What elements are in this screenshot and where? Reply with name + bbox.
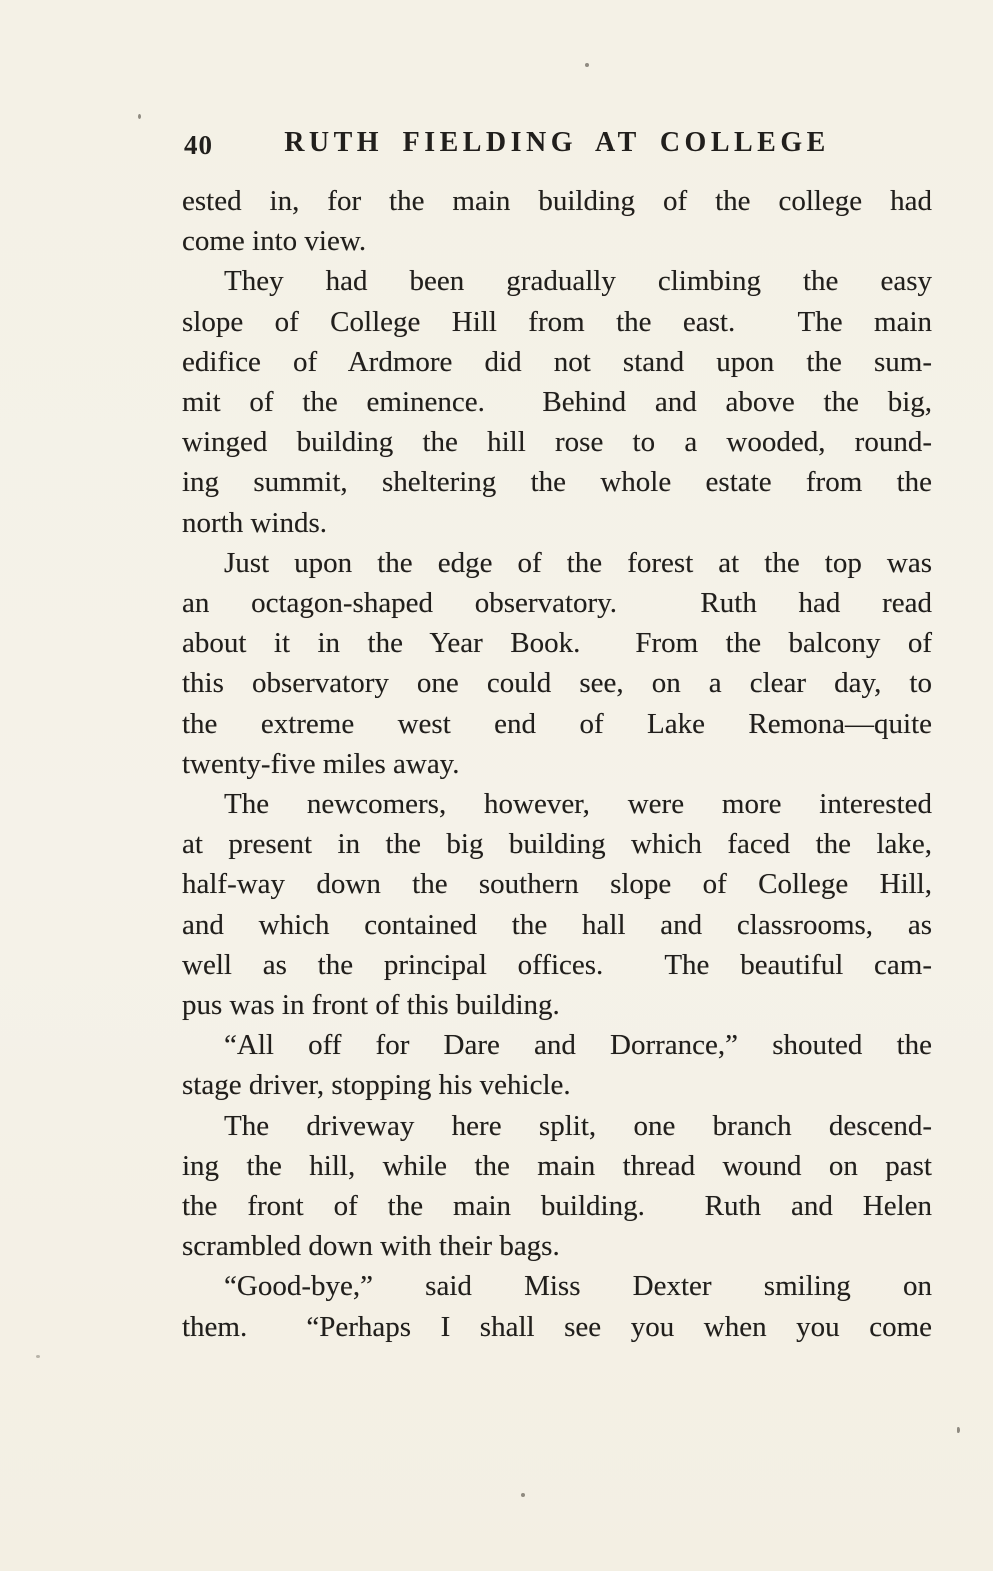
text-line: the extreme west end of Lake Remona—quite	[182, 707, 932, 740]
text-line: ing the hill, while the main thread wound on past	[182, 1149, 932, 1182]
text-line: edifice of Ardmore did not stand upon the sum-	[182, 345, 932, 378]
paragraph	[182, 1266, 932, 1346]
text-line: ing summit, sheltering the whole estate from the	[182, 466, 932, 499]
text-line: ested in, for the main building of the college had	[182, 185, 932, 217]
text-line: scrambled down with their bags.	[182, 1230, 560, 1263]
text-line: The newcomers, however, were more interested	[224, 788, 932, 821]
text-line: this observatory one could see, on a clear day, to	[182, 667, 932, 700]
page-header	[182, 127, 932, 167]
text-line: slope of College Hill from the east. The main	[182, 305, 932, 338]
scan-speck	[521, 1493, 525, 1497]
paragraph	[182, 1025, 932, 1105]
text-line: an octagon-shaped observatory. Ruth had read	[182, 587, 932, 620]
text-line: pus was in front of this building.	[182, 989, 560, 1022]
text-line: them. “Perhaps I shall see you when you come	[182, 1310, 932, 1343]
paragraph	[182, 181, 932, 261]
paragraph	[182, 784, 932, 1025]
scan-speck	[585, 63, 589, 67]
paragraph	[182, 543, 932, 784]
paragraph	[182, 1106, 932, 1267]
text-line: stage driver, stopping his vehicle.	[182, 1069, 571, 1102]
text-line: They had been gradually climbing the easy	[224, 265, 932, 298]
text-line: “Good-bye,” said Miss Dexter smiling on	[224, 1270, 932, 1303]
text-line: north winds.	[182, 506, 327, 539]
text-line: winged building the hill rose to a wooded, round-	[182, 426, 932, 459]
text-line: come into view.	[182, 225, 367, 258]
text-line: Just upon the edge of the forest at the top was	[224, 546, 932, 579]
text-line: The driveway here split, one branch descend-	[224, 1109, 932, 1142]
scan-speck	[138, 114, 141, 119]
text-line: the front of the main building. Ruth and Helen	[182, 1190, 932, 1223]
text-line: well as the principal offices. The beautiful cam-	[182, 948, 932, 981]
scan-speck	[36, 1355, 40, 1358]
text-line: half-way down the southern slope of College Hill,	[182, 868, 932, 901]
running-title: RUTH FIELDING AT COLLEGE	[284, 127, 830, 158]
page-number: 40	[184, 130, 213, 160]
text-line: at present in the big building which faced the lake,	[182, 828, 932, 861]
text-line: “All off for Dare and Dorrance,” shouted the	[224, 1029, 932, 1062]
paragraph	[182, 261, 932, 542]
text-line: about it in the Year Book. From the balcony of	[182, 627, 932, 660]
scan-speck	[957, 1427, 960, 1433]
text-line: and which contained the hall and classrooms, as	[182, 908, 932, 941]
text-line: twenty-five miles away.	[182, 747, 460, 780]
text-block	[182, 181, 932, 1347]
text-line: mit of the eminence. Behind and above the big,	[182, 386, 932, 419]
